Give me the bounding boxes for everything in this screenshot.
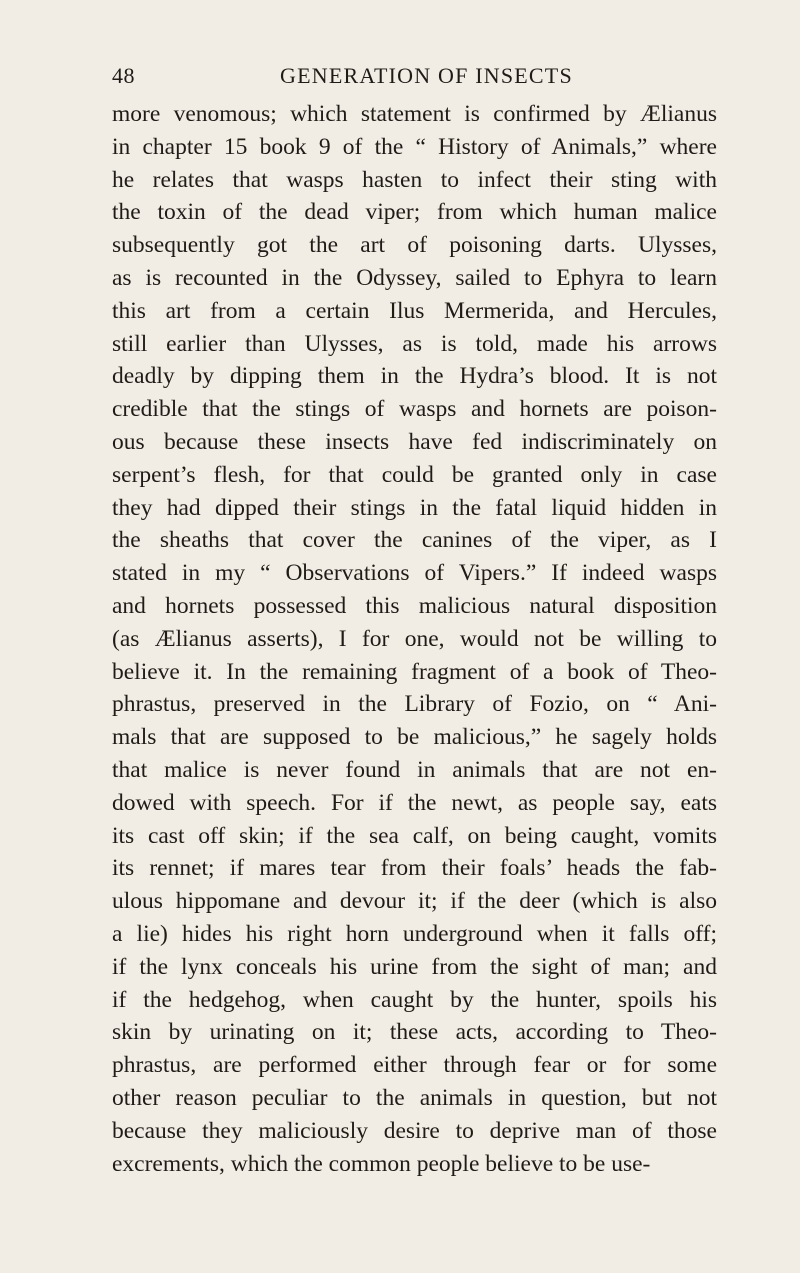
text-line: other reason peculiar to the animals in question, but not (112, 1084, 717, 1111)
text-line: if the hedgehog, when caught by the hunter, spoils his (112, 986, 717, 1013)
text-line: in chapter 15 book 9 of the “ History of Animals,” where (112, 133, 717, 160)
text-line: the sheaths that cover the canines of the viper, as I (112, 527, 717, 554)
text-line: this art from a certain Ilus Mermerida, and Hercules, (112, 297, 717, 324)
text-line: deadly by dipping them in the Hydra’s blood. It is not (112, 363, 717, 390)
text-line: and hornets possessed this malicious natural disposition (112, 592, 717, 619)
text-line: ous because these insects have fed indiscriminately on (112, 428, 717, 455)
text-line: mals that are supposed to be malicious,” he sagely holds (112, 724, 717, 751)
text-line: (as Ælianus asserts), I for one, would not be willing to (112, 625, 717, 652)
text-line: as is recounted in the Odyssey, sailed to Ephyra to learn (112, 264, 717, 291)
text-line: because they maliciously desire to deprive man of those (112, 1117, 717, 1144)
text-line: its cast off skin; if the sea calf, on being caught, vomits (112, 822, 717, 849)
text-line: dowed with speech. For if the newt, as people say, eats (112, 789, 717, 816)
text-line: credible that the stings of wasps and hornets are poison- (112, 396, 717, 423)
text-line: excrements, which the common people believe to be use- (112, 1150, 651, 1177)
text-line: that malice is never found in animals that are not en- (112, 756, 717, 783)
page-number: 48 (112, 63, 135, 88)
text-line: subsequently got the art of poisoning darts. Ulysses, (112, 232, 717, 259)
text-line: phrastus, are performed either through fear or for some (112, 1052, 717, 1079)
text-line: stated in my “ Observations of Vipers.” If indeed wasps (112, 560, 717, 587)
text-line: more venomous; which statement is confirmed by Ælianus (112, 101, 717, 127)
text-line: if the lynx conceals his urine from the sight of man; and (112, 953, 717, 980)
text-line: skin by urinating on it; these acts, according to Theo- (112, 1019, 717, 1046)
running-head (112, 61, 717, 91)
text-line: the toxin of the dead viper; from which human malice (112, 199, 717, 226)
text-line: serpent’s flesh, for that could be granted only in case (112, 461, 717, 488)
text-line: phrastus, preserved in the Library of Fozio, on “ Ani- (112, 691, 717, 718)
text-line: he relates that wasps hasten to infect their sting with (112, 166, 717, 193)
text-line: ulous hippomane and devour it; if the deer (which is also (112, 888, 717, 915)
text-line: still earlier than Ulysses, as is told, made his arrows (112, 330, 717, 357)
text-line: its rennet; if mares tear from their foals’ heads the fab- (112, 855, 717, 882)
text-line: a lie) hides his right horn underground when it falls off; (112, 920, 717, 947)
text-line: believe it. In the remaining fragment of a book of Theo- (112, 658, 717, 685)
text-line: they had dipped their stings in the fatal liquid hidden in (112, 494, 717, 521)
body-text (112, 98, 717, 1180)
running-title: GENERATION OF INSECTS (280, 63, 573, 88)
